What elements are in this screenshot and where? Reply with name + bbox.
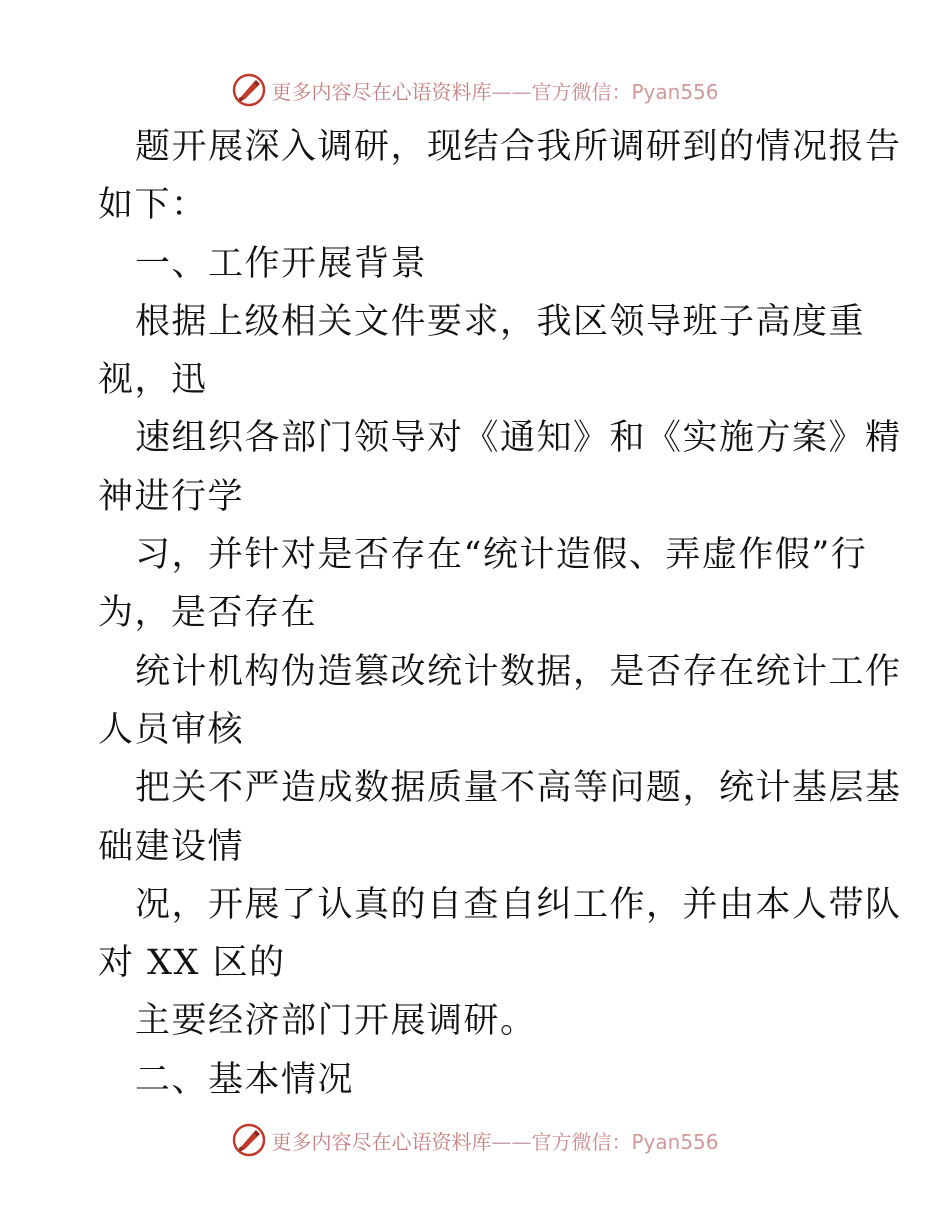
text-line: 根据上级相关文件要求，我区领导班子高度重 <box>135 301 866 342</box>
text-line: 统计机构伪造篡改统计数据，是否存在统计工作 <box>135 651 902 692</box>
pen-logo-icon <box>231 1122 267 1158</box>
watermark-wechat-label: 官方微信： <box>531 1129 632 1154</box>
header-watermark <box>0 70 950 110</box>
text-line: 视，迅 <box>98 360 208 401</box>
text-line: 神进行学 <box>98 476 245 517</box>
text-line: 习，并针对是否存在“统计造假、弄虚作假”行 <box>135 535 868 576</box>
text-line: 对 XX 区的 <box>98 943 286 984</box>
watermark-dash: —— <box>491 1129 532 1154</box>
document-body <box>98 118 902 1109</box>
watermark-wechat-id: Pyan556 <box>631 1129 719 1154</box>
watermark-wechat-label: 官方微信： <box>531 79 632 104</box>
watermark-wechat-id: Pyan556 <box>631 79 719 104</box>
watermark-text <box>271 76 718 105</box>
text-line: 为，是否存在 <box>98 593 318 634</box>
pen-logo-icon <box>231 72 267 108</box>
text-line: 础建设情 <box>98 826 245 867</box>
text-line: 题开展深入调研，现结合我所调研到的情况报告 <box>135 127 902 167</box>
watermark-dash: —— <box>491 79 532 104</box>
text-line: 二、基本情况 <box>135 1059 355 1100</box>
watermark-main-text: 更多内容尽在心语资料库 <box>271 1129 492 1154</box>
text-line: 况，开展了认真的自查自纠工作，并由本人带队 <box>135 884 902 925</box>
watermark-main-text: 更多内容尽在心语资料库 <box>271 79 492 104</box>
watermark-text <box>271 1126 718 1155</box>
text-line: 主要经济部门开展调研。 <box>135 1001 537 1042</box>
footer-watermark <box>0 1120 950 1160</box>
text-line: 一、工作开展背景 <box>135 243 428 284</box>
text-line: 如下： <box>98 185 208 226</box>
text-line: 人员审核 <box>98 709 245 750</box>
text-line: 把关不严造成数据质量不高等问题，统计基层基 <box>135 768 902 809</box>
text-line: 速组织各部门领导对《通知》和《实施方案》精 <box>135 418 902 459</box>
